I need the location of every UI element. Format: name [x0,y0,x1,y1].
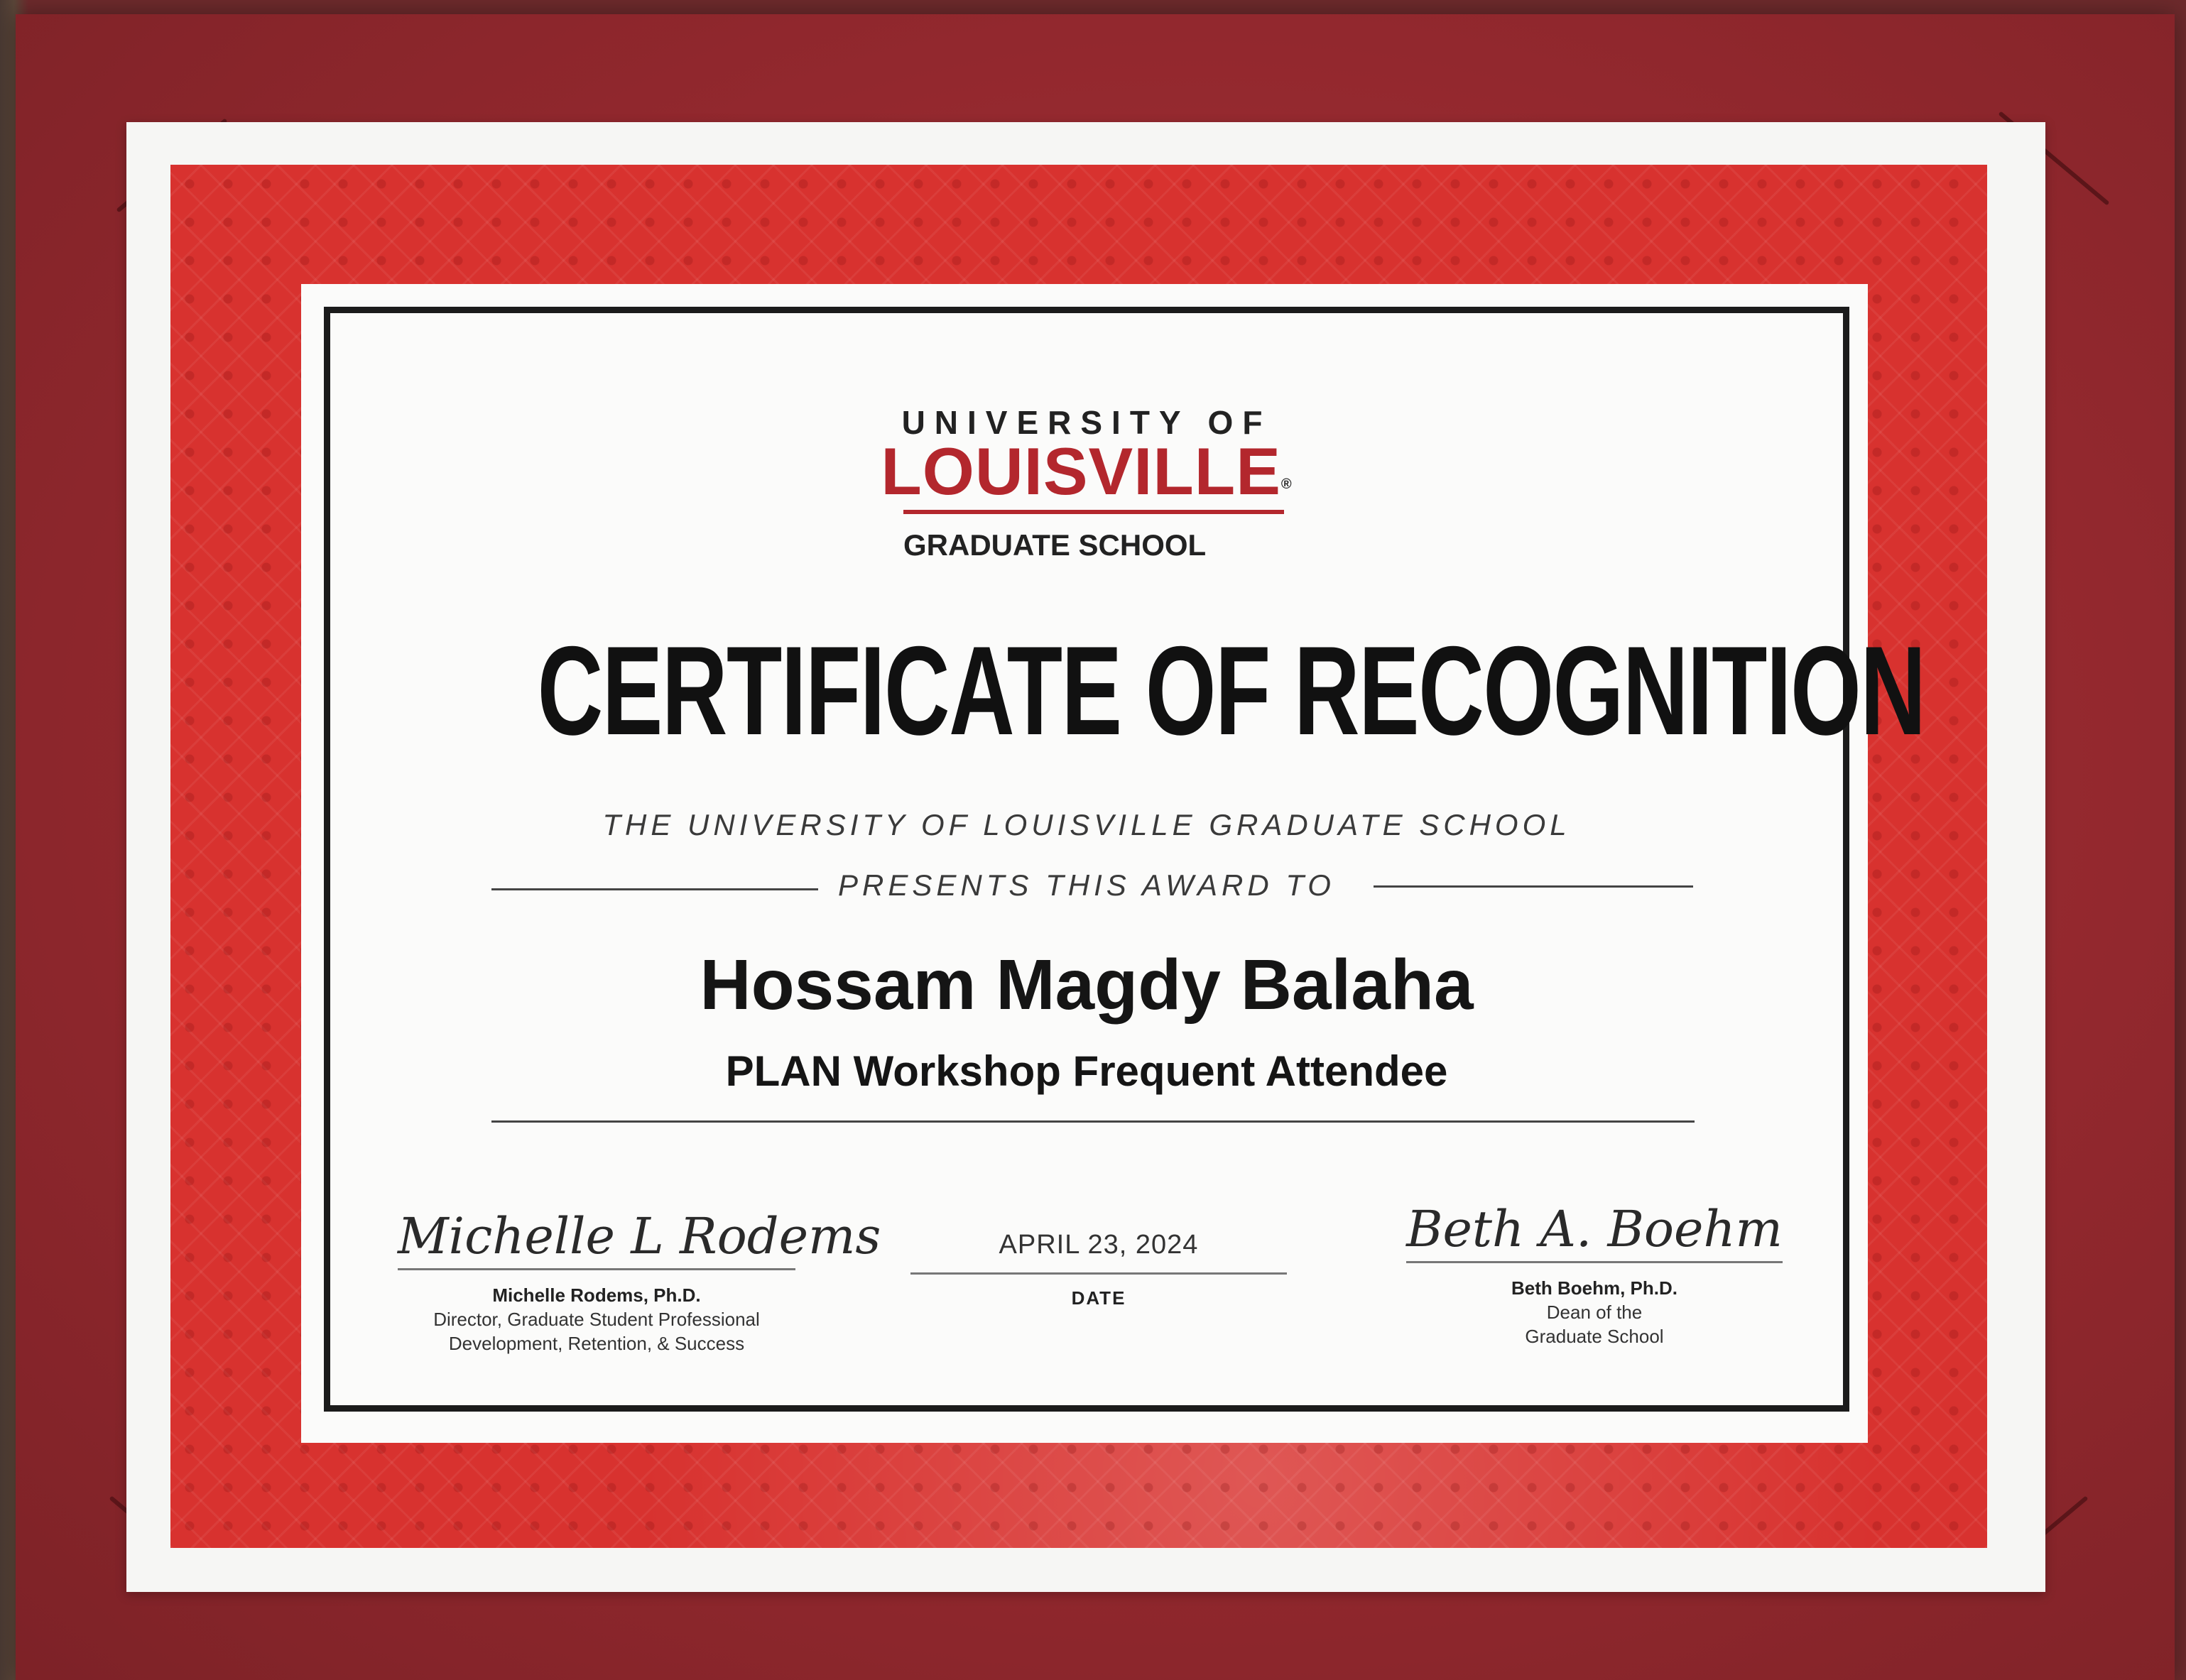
logo-louisville [324,433,1849,510]
signature-line-left [398,1268,795,1270]
certificate-title: CERTIFICATE OF RECOGNITION [537,620,1925,761]
presents-line: PRESENTS THIS AWARD TO [838,868,1335,902]
logo-graduate-school: GRADUATE SCHOOL [903,528,1207,562]
presenter-line: THE UNIVERSITY OF LOUISVILLE GRADUATE SCHOOL [602,808,1571,841]
date-value: APRIL 23, 2024 [999,1230,1199,1260]
signature-michelle-rodems: Michelle L Rodems [398,1207,881,1265]
presents-rule-right [1374,885,1693,888]
date-label: DATE [1071,1287,1126,1309]
registered-mark: ® [1280,476,1293,492]
award-underline [491,1120,1695,1123]
signatory-right-role-line2: Graduate School [1525,1326,1664,1347]
date-line [910,1272,1287,1275]
signatory-right [1406,1200,1783,1348]
recipient-name: Hossam Magdy Balaha [700,945,1474,1025]
signatory-left-role-line1: Director, Graduate Student Professional [433,1309,760,1330]
signatory-right-role-line1: Dean of the [1546,1302,1643,1323]
logo-louisville-word: LOUISVILLE [881,434,1281,508]
signature-beth-boehm: Beth A. Boehm [1406,1200,1783,1258]
signatory-left-role-line2: Development, Retention, & Success [448,1333,745,1354]
signature-line-right [1406,1261,1783,1263]
signatory-right-name: Beth Boehm, Ph.D. [1511,1277,1677,1299]
signatory-left [398,1207,881,1356]
logo-red-rule [903,510,1284,514]
logo-university-of: UNIVERSITY OF [901,404,1272,441]
award-title: PLAN Workshop Frequent Attendee [725,1047,1448,1095]
signatory-left-name: Michelle Rodems, Ph.D. [492,1284,701,1306]
date-block [910,1220,1287,1309]
